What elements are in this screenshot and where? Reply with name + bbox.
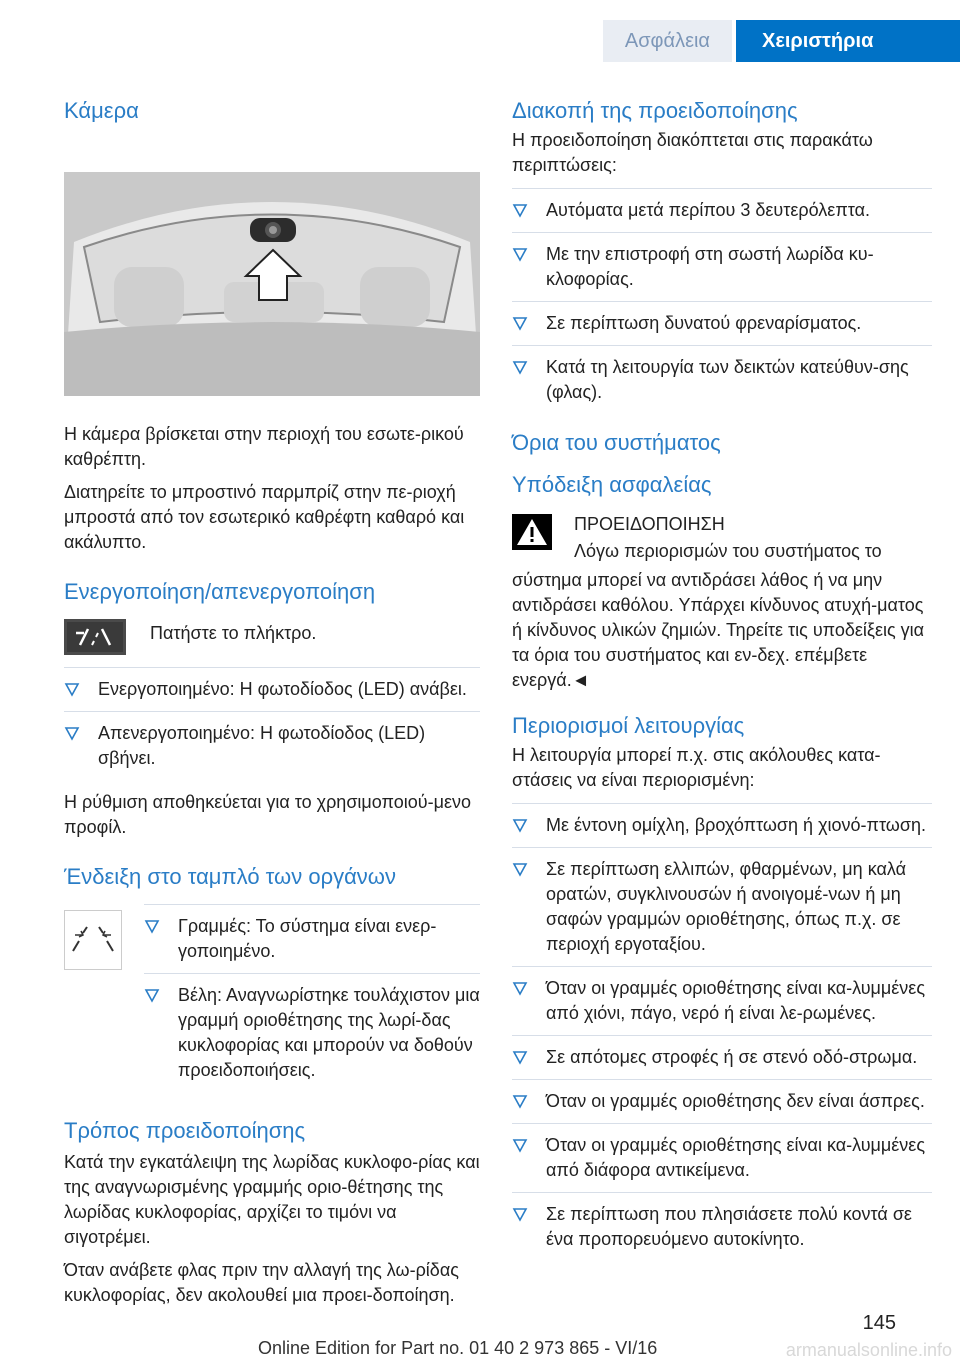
list-item: Γραμμές: Το σύστημα είναι ενερ-γοποιημένο. <box>144 904 480 973</box>
list-item: Όταν οι γραμμές οριοθέτησης δεν είναι άσπρες. <box>512 1079 932 1123</box>
list-item: Σε απότομες στροφές ή σε στενό οδό-στρωμα. <box>512 1035 932 1079</box>
triangle-bullet-icon <box>512 359 528 375</box>
list-item: Σε περίπτωση δυνατού φρεναρίσματος. <box>512 301 932 345</box>
triangle-bullet-icon <box>64 725 80 741</box>
triangle-bullet-icon <box>512 1093 528 1109</box>
list-item: Ενεργοποιημένο: Η φωτοδίοδος (LED) ανάβει. <box>64 667 480 711</box>
page-footer <box>0 1312 960 1362</box>
warning-triangle-icon <box>512 514 552 550</box>
list-item: Σε περίπτωση που πλησιάσετε πολύ κοντά σε ένα προπορευόμενο αυτοκίνητο. <box>512 1192 932 1261</box>
activation-list <box>64 667 480 780</box>
camera-heading: Κάμερα <box>64 98 139 123</box>
activation-row <box>64 619 480 655</box>
func-limits-heading: Περιορισμοί λειτουργίας <box>512 713 745 738</box>
triangle-bullet-icon <box>512 980 528 996</box>
activation-note: Η ρύθμιση αποθηκεύεται για το χρησιμοποιού-μενο προφίλ. <box>64 792 471 837</box>
list-item: Με την επιστροφή στη σωστή λωρίδα κυ-κλοφορίας. <box>512 232 932 301</box>
func-limits-list <box>512 803 932 1261</box>
interrupt-heading: Διακοπή της προειδοποίησης <box>512 98 798 123</box>
edition-text: Online Edition for Part no. 01 40 2 973 865 - VI/16 <box>258 1338 658 1358</box>
warning-row <box>512 512 932 564</box>
cluster-heading: Ένδειξη στο ταμπλό των οργάνων <box>64 864 396 889</box>
warning-label: ΠΡΟΕΙΔΟΠΟΙΗΣΗ <box>574 514 725 534</box>
safety-heading: Υπόδειξη ασφαλείας <box>512 472 712 497</box>
tab-controls: Χειριστήρια <box>736 20 960 62</box>
list-item: Βέλη: Αναγνωρίστηκε τουλάχιστον μια γραμμή οριοθέτησης της λωρί-δας κυκλοφορίας και μπορούν να δοθούν προειδοποιήσεις. <box>144 973 480 1092</box>
interrupt-list <box>512 188 932 414</box>
watermark: armanualsonline.info <box>785 1340 952 1360</box>
warning-first-line: Λόγω περιορισμών του συστήματος το <box>574 541 882 561</box>
warning-mode-text-1: Κατά την εγκατάλειψη της λωρίδας κυκλοφο-ρίας και της αναγνωρισμένης γραμμής οριο-θέτησης της λωρίδας κυκλοφορίας, αρχίζει το τιμόνι να σιγοτρέμει. <box>64 1152 480 1247</box>
warning-mode-text-2: Όταν ανάβετε φλας πριν την αλλαγή της λω-ρίδας κυκλοφορίας, δεν ακολουθεί μια προει-δοποίηση. <box>64 1260 459 1305</box>
limits-heading: Όρια του συστήματος <box>512 430 721 455</box>
activation-heading: Ενεργοποίηση/απενεργοποίηση <box>64 579 376 604</box>
cluster-list <box>144 904 480 1092</box>
left-column <box>64 96 480 1316</box>
triangle-bullet-icon <box>144 918 160 934</box>
warning-mode-heading: Τρόπος προειδοποίησης <box>64 1118 306 1143</box>
list-item: Σε περίπτωση ελλιπών, φθαρμένων, μη καλά ορατών, συγκλινουσών ή ανοιγομέ-νων ή μη σαφών γραμμών οριοθέτησης, όπως π.χ. σε περιοχή εργοταξίου. <box>512 847 932 966</box>
right-column <box>512 96 932 1271</box>
camera-text-2: Διατηρείτε το μπροστινό παρμπρίζ στην πε-ριοχή μπροστά από τον εσωτερικό καθρέφτη καθαρό και ακάλυπτο. <box>64 482 465 552</box>
triangle-bullet-icon <box>144 987 160 1003</box>
func-limits-text: Η λειτουργία μπορεί π.χ. στις ακόλουθες κατα-στάσεις να είναι περιορισμένη: <box>512 745 881 790</box>
list-item: Με έντονη ομίχλη, βροχόπτωση ή χιονό-πτωση. <box>512 803 932 847</box>
triangle-bullet-icon <box>512 861 528 877</box>
list-item: Απενεργοποιημένο: Η φωτοδίοδος (LED) σβήνει. <box>64 711 480 780</box>
list-item: Κατά τη λειτουργία των δεικτών κατεύθυν-σης (φλας). <box>512 345 932 414</box>
triangle-bullet-icon <box>512 817 528 833</box>
triangle-bullet-icon <box>512 246 528 262</box>
triangle-bullet-icon <box>512 202 528 218</box>
list-item: Αυτόματα μετά περίπου 3 δευτερόλεπτα. <box>512 188 932 232</box>
page-number: 145 <box>862 1312 896 1334</box>
cluster-row <box>64 904 480 1102</box>
triangle-bullet-icon <box>512 1206 528 1222</box>
list-item: Όταν οι γραμμές οριοθέτησης είναι κα-λυμμένες από χιόνι, πάγο, νερό ή είναι λε-ρωμένες. <box>512 966 932 1035</box>
tab-safety: Ασφάλεια <box>603 20 732 62</box>
interrupt-text: Η προειδοποίηση διακόπτεται στις παρακάτω περιπτώσεις: <box>512 130 873 175</box>
triangle-bullet-icon <box>512 1137 528 1153</box>
warning-text: σύστημα μπορεί να αντιδράσει λάθος ή να μην αντιδράσει καθόλου. Υπάρχει κίνδυνος ατυχή-ματος ή κίνδυνος υλικών ζημιών. Τηρείτε τις υποδείξεις για τα όρια του συστήματος και εν-δεχ. επέμβετε ενεργά.◄ <box>512 570 925 690</box>
activation-text: Πατήστε το πλήκτρο. <box>150 623 317 643</box>
list-item: Όταν οι γραμμές οριοθέτησης είναι κα-λυμμένες από διάφορα αντικείμενα. <box>512 1123 932 1192</box>
lane-assist-button-icon <box>64 619 126 655</box>
camera-location-photo <box>64 172 480 396</box>
triangle-bullet-icon <box>512 315 528 331</box>
camera-text-1: Η κάμερα βρίσκεται στην περιοχή του εσωτε-ρικού καθρέπτη. <box>64 424 464 469</box>
header-tabs <box>603 20 960 62</box>
lane-lines-indicator-icon <box>64 910 122 970</box>
triangle-bullet-icon <box>512 1049 528 1065</box>
triangle-bullet-icon <box>64 681 80 697</box>
